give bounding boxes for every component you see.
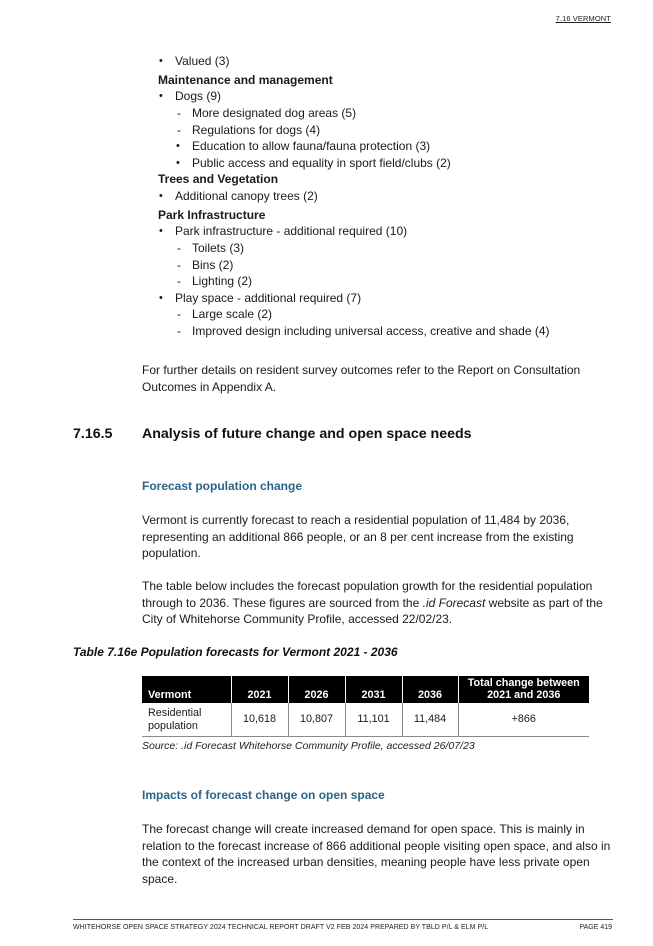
section-number: 7.16.5 (73, 426, 113, 442)
list-subitem: - Regulations for dogs (4) (177, 122, 321, 137)
running-header: 7.16 VERMONT (555, 14, 611, 23)
dash-icon: - (177, 307, 181, 322)
subsection-heading: Maintenance and management (158, 72, 333, 87)
list-subitem: - Toilets (3) (177, 240, 245, 255)
table-caption: Table 7.16e Population forecasts for Vermont 2021 - 2036 (73, 645, 398, 659)
dash-icon: - (177, 274, 181, 289)
section-title: Analysis of future change and open space needs (142, 426, 472, 442)
table-header-row (142, 676, 589, 703)
survey-results-list (158, 53, 618, 339)
dash-icon: - (177, 240, 181, 255)
footer-divider (73, 919, 613, 920)
bullet-icon: • (159, 90, 163, 103)
footer-document-info: WHITEHORSE OPEN SPACE STRATEGY 2024 TECHNICAL REPORT DRAFT V2 FEB 2024 PREPARED BY TBLD P/L & ELM P/L (73, 924, 489, 931)
table-cell: +866 (458, 703, 589, 737)
list-subitem: - Bins (2) (177, 257, 234, 272)
column-header: Total change between 2021 and 2036 (458, 676, 589, 703)
bullet-icon: • (159, 55, 163, 67)
column-header: 2031 (345, 676, 402, 703)
table-cell: 11,484 (402, 703, 458, 737)
subsection-heading: Trees and Vegetation (158, 172, 279, 187)
list-subitem: - Large scale (2) (177, 307, 273, 322)
impacts-paragraph: The forecast change will create increased demand for open space. This is mainly in relation to the forecast increase of 866 additional people visiting open space, and also in the context of the increased urban densities, meaning people have less private open space. (142, 822, 611, 886)
list-item: • Play space - additional required (7) (159, 290, 362, 305)
dash-icon: - (177, 122, 181, 137)
source-name: .id Forecast (422, 595, 486, 610)
forecast-heading: Forecast population change (142, 479, 303, 493)
bullet-icon: • (159, 225, 163, 238)
dash-icon: - (177, 323, 181, 338)
list-item: • Park infrastructure - additional required (10) (159, 224, 408, 239)
bullet-icon: • (176, 140, 180, 153)
list-subitem: • Education to allow fauna/fauna protection (3) (176, 139, 431, 154)
subsection-heading: Park Infrastructure (158, 207, 266, 222)
column-header: 2021 (231, 676, 288, 703)
column-header: 2026 (288, 676, 345, 703)
dash-icon: - (177, 257, 181, 272)
list-subitem: • Public access and equality in sport field/clubs (2) (176, 155, 451, 170)
forecast-paragraph-2: The table below includes the forecast population growth for the residential population through to 2036. These figures are sourced from the .id Forecast website as part of the City of Whitehorse Community Profile, accessed 22/02/23. (142, 579, 603, 627)
table-cell: Residential population (142, 703, 231, 737)
table-source-note: Source: .id Forecast Whitehorse Community Profile, accessed 26/07/23 (142, 740, 475, 752)
further-details-paragraph: For further details on resident survey outcomes refer to the Report on Consultation Outcomes in Appendix A. (142, 363, 581, 394)
list-subitem: - Improved design including universal access, creative and shade (4) (177, 323, 550, 338)
table-row (142, 703, 589, 737)
column-header: 2036 (402, 676, 458, 703)
impacts-heading: Impacts of forecast change on open space (142, 788, 385, 802)
list-subitem: - Lighting (2) (177, 274, 253, 289)
list-item: • Dogs (9) (159, 89, 222, 104)
list-item: • Additional canopy trees (2) (159, 188, 318, 203)
table-cell: 10,618 (231, 703, 288, 737)
table-cell: 10,807 (288, 703, 345, 737)
bullet-icon: • (176, 156, 180, 169)
table-cell: 11,101 (345, 703, 402, 737)
bullet-icon: • (159, 189, 163, 202)
footer-page-number: PAGE 419 (579, 924, 612, 931)
population-forecast-table (142, 676, 589, 737)
list-item: • Valued (3) (159, 54, 230, 68)
column-header: Vermont (142, 676, 231, 703)
forecast-paragraph-1: Vermont is currently forecast to reach a residential population of 11,484 by 2036, representing an additional 866 people, or an 8 per cent increase from the existing population. (142, 513, 574, 561)
list-subitem: - More designated dog areas (5) (177, 105, 357, 120)
dash-icon: - (177, 105, 181, 120)
bullet-icon: • (159, 291, 163, 304)
